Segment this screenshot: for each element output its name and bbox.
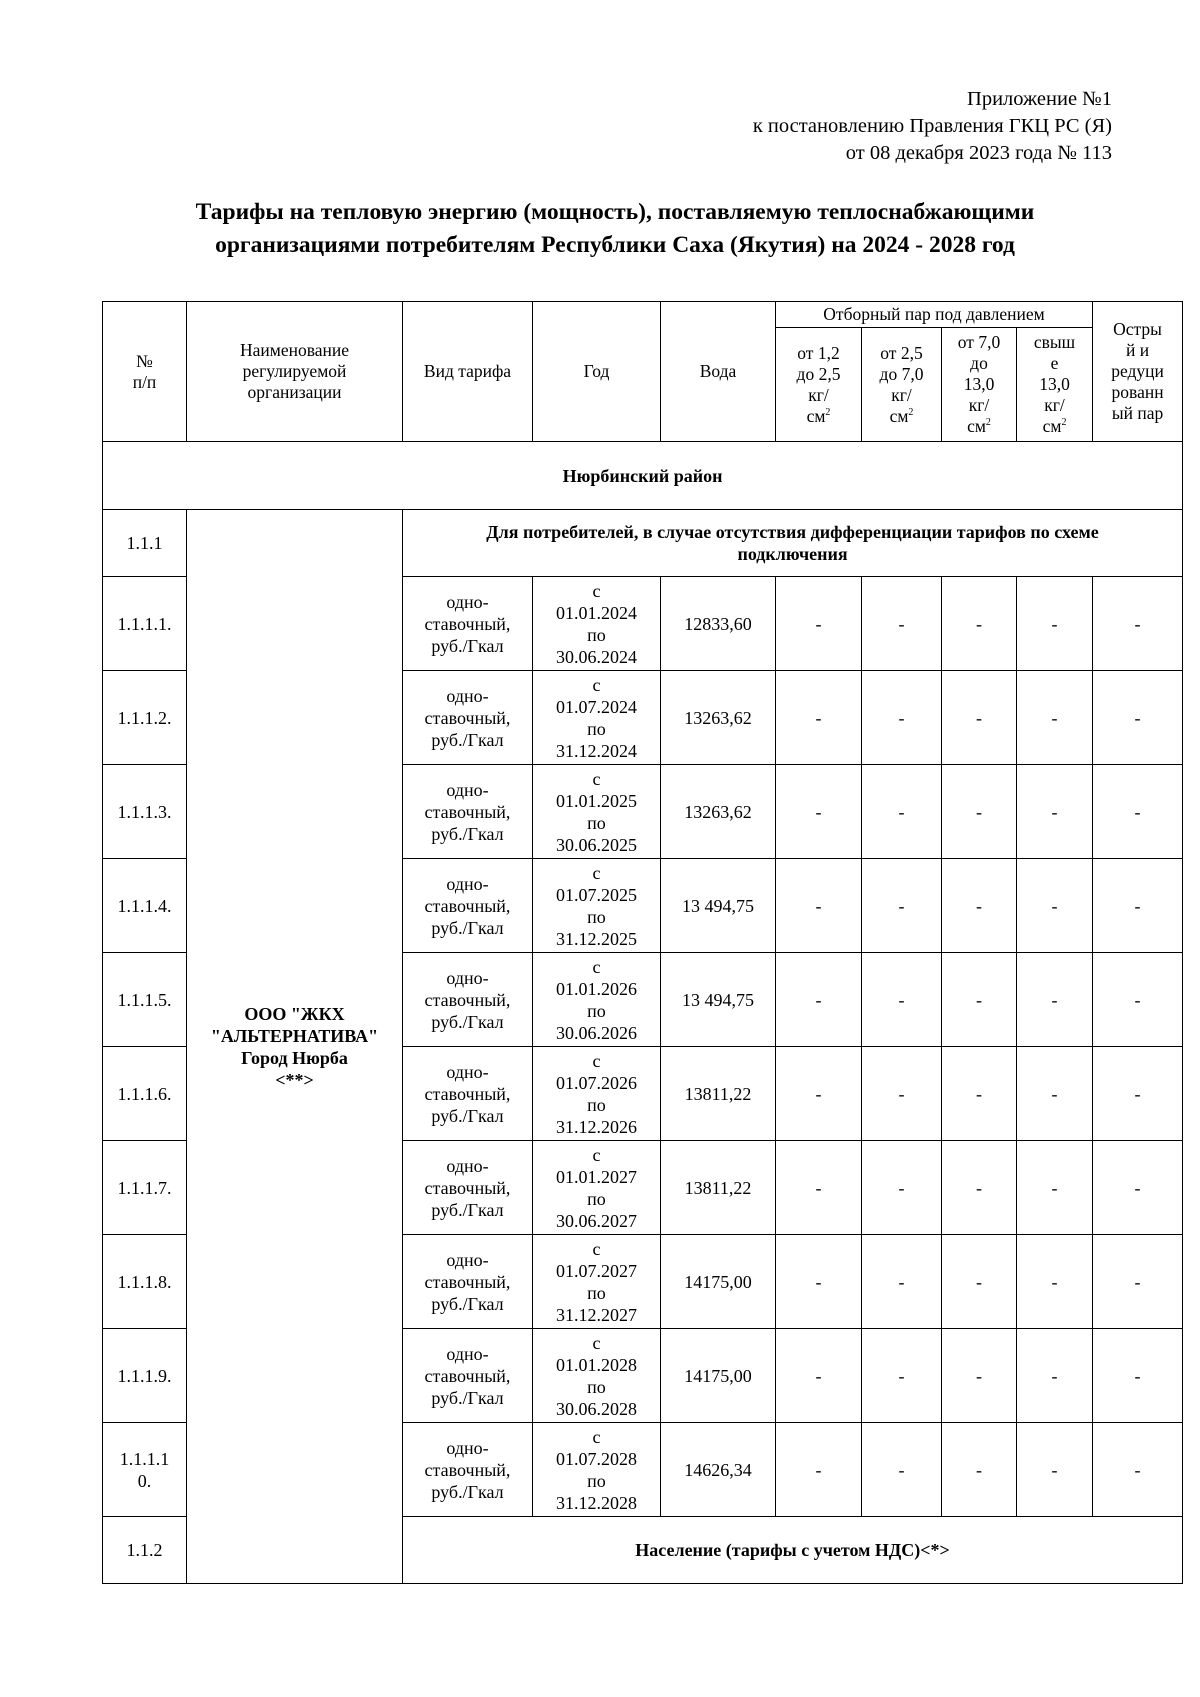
- row-number: 1.1.1.5.: [103, 953, 187, 1047]
- steam-4-tariff: -: [1017, 1235, 1093, 1329]
- steam-1-tariff: -: [776, 1235, 862, 1329]
- tariff-period: с 01.07.2026 по 31.12.2026: [533, 1047, 661, 1141]
- steam-3-tariff: -: [942, 953, 1017, 1047]
- tariff-period: с 01.07.2028 по 31.12.2028: [533, 1423, 661, 1517]
- row-number: 1.1.1.7.: [103, 1141, 187, 1235]
- row-number: 1.1.1.4.: [103, 859, 187, 953]
- tariff-type: одно- ставочный, руб./Гкал: [403, 953, 533, 1047]
- header-organization: Наименование регулируемой организации: [187, 302, 403, 442]
- water-tariff: 13263,62: [661, 765, 776, 859]
- sharp-steam-tariff: -: [1093, 1141, 1183, 1235]
- steam-1-tariff: -: [776, 953, 862, 1047]
- tariff-type: одно- ставочный, руб./Гкал: [403, 1423, 533, 1517]
- steam-3-tariff: -: [942, 1423, 1017, 1517]
- tariff-period: с 01.01.2024 по 30.06.2024: [533, 577, 661, 671]
- water-tariff: 13 494,75: [661, 859, 776, 953]
- sharp-steam-tariff: -: [1093, 1329, 1183, 1423]
- steam-3-tariff: -: [942, 671, 1017, 765]
- steam-2-tariff: -: [862, 1423, 942, 1517]
- tariff-type: одно- ставочный, руб./Гкал: [403, 1141, 533, 1235]
- header-steam-2: от 2,5 до 7,0 кг/ $см^2$: [862, 328, 942, 442]
- steam-2-tariff: -: [862, 765, 942, 859]
- steam-1-tariff: -: [776, 577, 862, 671]
- tariff-type: одно- ставочный, руб./Гкал: [403, 1047, 533, 1141]
- steam-4-tariff: -: [1017, 1423, 1093, 1517]
- tariff-type: одно- ставочный, руб./Гкал: [403, 765, 533, 859]
- steam-4-tariff: -: [1017, 1047, 1093, 1141]
- document-reference: [753, 86, 1112, 167]
- subsection-num: 1.1.2: [103, 1517, 187, 1584]
- tariff-period: с 01.07.2024 по 31.12.2024: [533, 671, 661, 765]
- subsection-row: [103, 510, 1183, 577]
- tariff-table: [102, 301, 1183, 1584]
- subsection-num: 1.1.1: [103, 510, 187, 577]
- steam-2-tariff: -: [862, 1235, 942, 1329]
- header-steam-4: свыш е 13,0 кг/ $см^2$: [1017, 328, 1093, 442]
- steam-2-tariff: -: [862, 671, 942, 765]
- sharp-steam-tariff: -: [1093, 953, 1183, 1047]
- tariff-type: одно- ставочный, руб./Гкал: [403, 577, 533, 671]
- steam-3-tariff: -: [942, 765, 1017, 859]
- district-name: Нюрбинский район: [103, 442, 1183, 510]
- tariff-type: одно- ставочный, руб./Гкал: [403, 1329, 533, 1423]
- steam-2-tariff: -: [862, 577, 942, 671]
- tariff-period: с 01.01.2028 по 30.06.2028: [533, 1329, 661, 1423]
- header-row: [103, 302, 1183, 328]
- water-tariff: 14175,00: [661, 1235, 776, 1329]
- steam-3-tariff: -: [942, 577, 1017, 671]
- water-tariff: 13811,22: [661, 1047, 776, 1141]
- sharp-steam-tariff: -: [1093, 765, 1183, 859]
- sharp-steam-tariff: -: [1093, 671, 1183, 765]
- steam-3-tariff: -: [942, 1141, 1017, 1235]
- steam-4-tariff: -: [1017, 1141, 1093, 1235]
- tariff-period: с 01.01.2026 по 30.06.2026: [533, 953, 661, 1047]
- steam-1-tariff: -: [776, 1329, 862, 1423]
- row-number: 1.1.1.9.: [103, 1329, 187, 1423]
- steam-3-tariff: -: [942, 859, 1017, 953]
- steam-3-tariff: -: [942, 1235, 1017, 1329]
- steam-1-tariff: -: [776, 671, 862, 765]
- sharp-steam-tariff: -: [1093, 1047, 1183, 1141]
- title-line-2: организациями потребителям Республики Саха (Якутия) на 2024 - 2028 год: [215, 232, 1015, 258]
- water-tariff: 13263,62: [661, 671, 776, 765]
- header-steam-1: от 1,2 до 2,5 кг/ $см^2$: [776, 328, 862, 442]
- row-number: 1.1.1.6.: [103, 1047, 187, 1141]
- organization-name: ООО "ЖКХ "АЛЬТЕРНАТИВА" Город Нюрба <**>: [187, 510, 403, 1584]
- tariff-period: с 01.01.2027 по 30.06.2027: [533, 1141, 661, 1235]
- steam-1-tariff: -: [776, 1141, 862, 1235]
- water-tariff: 14626,34: [661, 1423, 776, 1517]
- steam-4-tariff: -: [1017, 577, 1093, 671]
- sharp-steam-tariff: -: [1093, 577, 1183, 671]
- sharp-steam-tariff: -: [1093, 1235, 1183, 1329]
- steam-2-tariff: -: [862, 1141, 942, 1235]
- sharp-steam-tariff: -: [1093, 1423, 1183, 1517]
- row-number: 1.1.1.3.: [103, 765, 187, 859]
- steam-2-tariff: -: [862, 1329, 942, 1423]
- steam-3-tariff: -: [942, 1047, 1017, 1141]
- water-tariff: 14175,00: [661, 1329, 776, 1423]
- subsection-label: Для потребителей, в случае отсутствия дифференциации тарифов по схеме подключения: [403, 510, 1183, 577]
- steam-2-tariff: -: [862, 953, 942, 1047]
- steam-4-tariff: -: [1017, 671, 1093, 765]
- row-number: 1.1.1.1 0.: [103, 1423, 187, 1517]
- sharp-steam-tariff: -: [1093, 859, 1183, 953]
- subsection-label: Население (тарифы с учетом НДС)<*>: [403, 1517, 1183, 1584]
- steam-4-tariff: -: [1017, 765, 1093, 859]
- appendix-label: Приложение №1: [967, 88, 1112, 110]
- row-number: 1.1.1.2.: [103, 671, 187, 765]
- tariff-period: с 01.01.2025 по 30.06.2025: [533, 765, 661, 859]
- header-tariff-type: Вид тарифа: [403, 302, 533, 442]
- document-title: [100, 196, 1130, 262]
- header-sharp-steam: Остры й и редуци рованн ый пар: [1093, 302, 1183, 442]
- tariff-type: одно- ставочный, руб./Гкал: [403, 859, 533, 953]
- header-steam-group: Отборный пар под давлением: [776, 302, 1093, 328]
- tariff-type: одно- ставочный, руб./Гкал: [403, 1235, 533, 1329]
- steam-2-tariff: -: [862, 1047, 942, 1141]
- steam-3-tariff: -: [942, 1329, 1017, 1423]
- tariff-period: с 01.07.2025 по 31.12.2025: [533, 859, 661, 953]
- steam-1-tariff: -: [776, 765, 862, 859]
- tariff-type: одно- ставочный, руб./Гкал: [403, 671, 533, 765]
- row-number: 1.1.1.8.: [103, 1235, 187, 1329]
- water-tariff: 12833,60: [661, 577, 776, 671]
- header-water: Вода: [661, 302, 776, 442]
- steam-4-tariff: -: [1017, 859, 1093, 953]
- resolution-date: от 08 декабря 2023 года № 113: [845, 142, 1112, 164]
- steam-1-tariff: -: [776, 1047, 862, 1141]
- steam-1-tariff: -: [776, 1423, 862, 1517]
- steam-2-tariff: -: [862, 859, 942, 953]
- row-number: 1.1.1.1.: [103, 577, 187, 671]
- steam-4-tariff: -: [1017, 1329, 1093, 1423]
- steam-4-tariff: -: [1017, 953, 1093, 1047]
- resolution-reference: к постановлению Правления ГКЦ РС (Я): [752, 115, 1112, 137]
- water-tariff: 13811,22: [661, 1141, 776, 1235]
- header-num: № п/п: [103, 302, 187, 442]
- header-year: Год: [533, 302, 661, 442]
- tariff-period: с 01.07.2027 по 31.12.2027: [533, 1235, 661, 1329]
- header-steam-3: от 7,0 до 13,0 кг/ $см^2$: [942, 328, 1017, 442]
- district-row: [103, 442, 1183, 510]
- water-tariff: 13 494,75: [661, 953, 776, 1047]
- steam-1-tariff: -: [776, 859, 862, 953]
- title-line-1: Тарифы на тепловую энергию (мощность), поставляемую теплоснабжающими: [195, 199, 1035, 225]
